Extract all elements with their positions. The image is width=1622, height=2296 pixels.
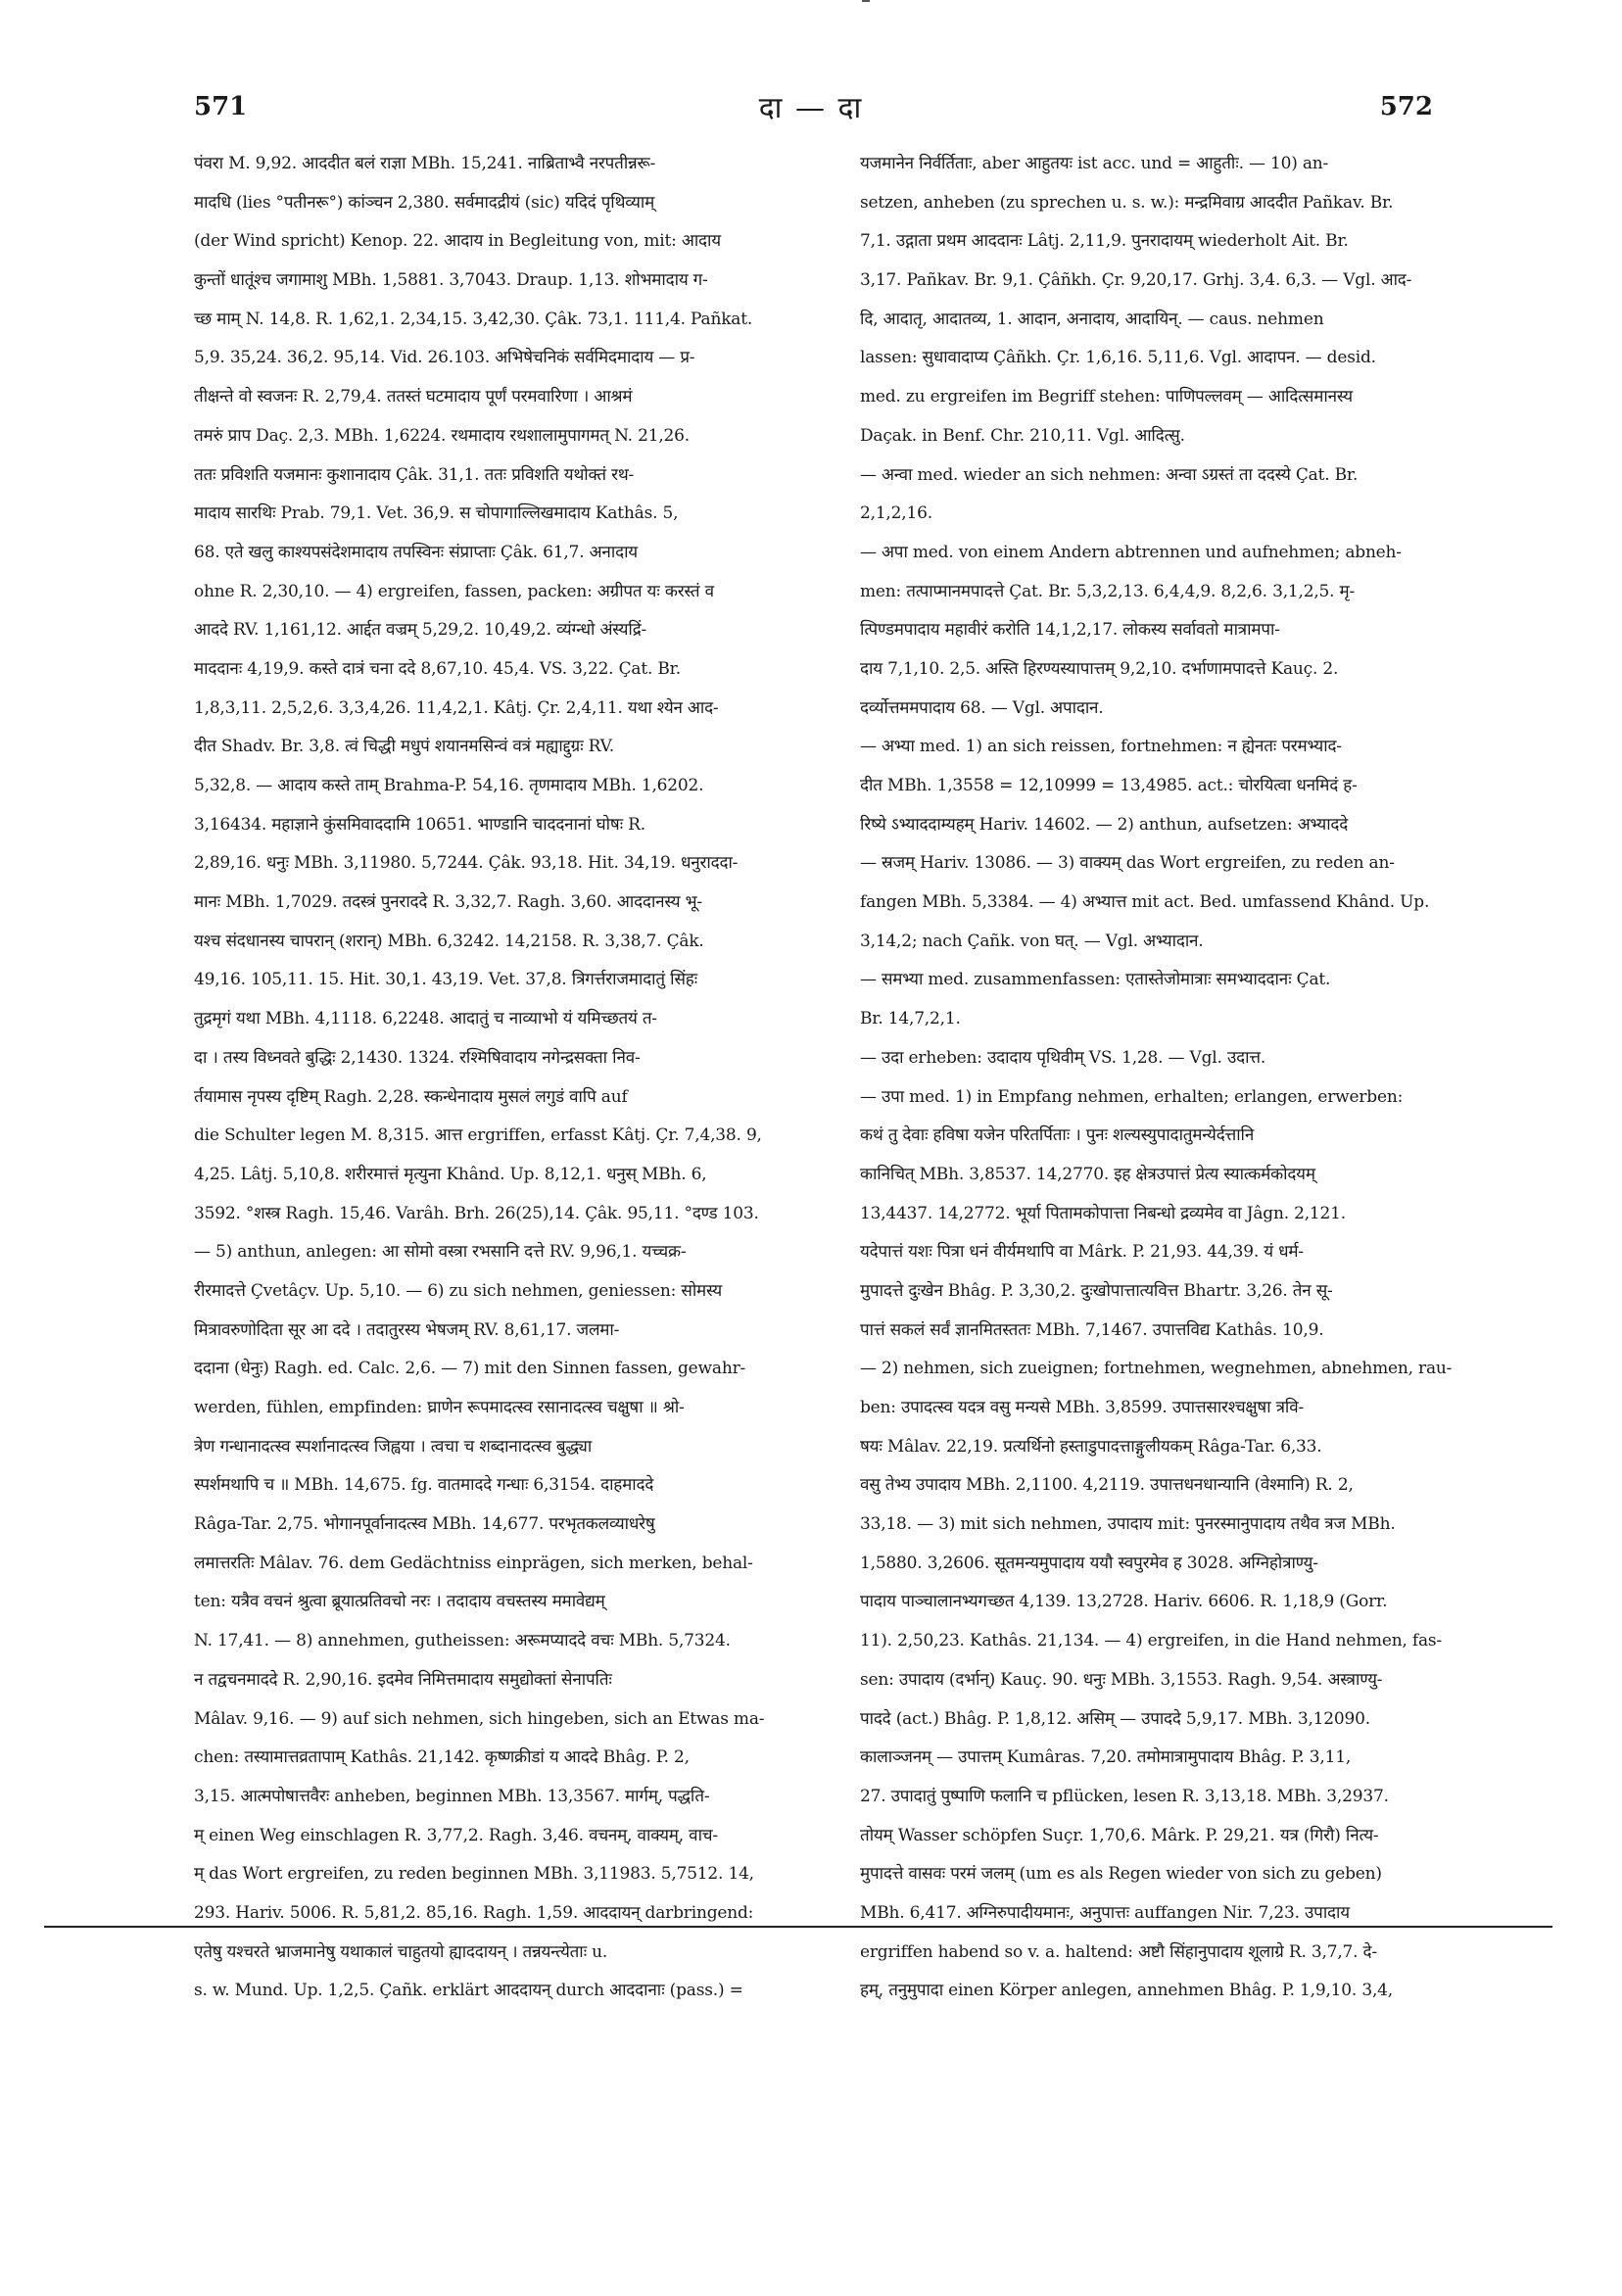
text-line: 5,9. 35,24. 36,2. 95,14. Vid. 26.103. अभिषेचनिकं सर्वमिदमादाय — प्र- (194, 348, 695, 368)
text-line: कथं तु देवाः हविषा यजेन परितर्पिताः । पुनः शल्यस्युपादातुमन्येर्दत्तानि (860, 1125, 1255, 1146)
text-line: यजमानेन निर्वर्तिताः, aber आहुतयः ist acc. und = आहुतीः. — 10) an- (860, 154, 1329, 173)
text-line: — 5) anthun, anlegen: आ सोमो वस्त्रा रभसानि दत्ते RV. 9,96,1. यच्चक्र- (194, 1242, 687, 1263)
text-line: 1,8,3,11. 2,5,2,6. 3,3,4,26. 11,4,2,1. Kâtj. Çr. 2,4,11. यथा श्येन आद- (194, 697, 719, 718)
text-line: मानः MBh. 1,7029. तदस्त्रं पुनराददे R. 3,32,7. Ragh. 3,60. आददानस्य भू- (194, 892, 702, 913)
text-line: 4,25. Lâtj. 5,10,8. शरीरमात्तं मृत्युना Khând. Up. 8,12,1. धनुस् MBh. 6, (194, 1164, 707, 1184)
text-line: ten: यत्रैव वचनं श्रुत्वा ब्रूयात्प्रतिवचो नरः । तदादाय वचस्तस्य ममावेद्यम् (194, 1592, 605, 1612)
text-line: Br. 14,7,2,1. (860, 1009, 961, 1029)
text-line: कानिचित् MBh. 3,8537. 14,2770. इह क्षेत्रउपात्तं प्रेत्य स्यात्कर्मकोदयम् (860, 1164, 1315, 1184)
text-line: एतेषु यश्चरते भ्राजमानेषु यथाकालं चाहुतयो ह्याददायन् । तन्नयन्त्येताः u. (194, 1941, 608, 1962)
text-line: med. zu ergreifen im Begriff stehen: पाणिपल्लवम् — आदित्समानस्य (860, 387, 1353, 407)
text-line: पाददे (act.) Bhâg. P. 1,8,12. असिम् — उपाददे 5,9,17. MBh. 3,12090. (860, 1708, 1370, 1729)
text-line: षयः Mâlav. 22,19. प्रत्यर्थिनो हस्ताडुपादत्ताङ्गुलीयकम् Râga-Tar. 6,33. (860, 1436, 1322, 1457)
text-line: 13,4437. 14,2772. भूर्या पितामकोपात्ता निबन्धो द्रव्यमेव वा Jâgn. 2,121. (860, 1203, 1346, 1223)
text-line: ततः प्रविशति यजमानः कुशानादाय Çâk. 31,1. ततः प्रविशति यथोक्तं रथ- (194, 464, 635, 485)
text-line: die Schulter legen M. 8,315. आत्त ergriffen, erfasst Kâtj. Çr. 7,4,38. 9, (194, 1125, 762, 1146)
text-line: s. w. Mund. Up. 1,2,5. Çañk. erklärt आददायन् durch आददानाः (pass.) = (194, 1981, 743, 2001)
text-line: त्रेण गन्धानादत्स्व स्पर्शानादत्स्व जिह्वया । त्वचा च शब्दानादत्स्व बुद्ध्या (194, 1436, 593, 1457)
text-line: 2,1,2,16. (860, 503, 932, 524)
text-line: 3,14,2; nach Çañk. von घत्. — Vgl. अभ्यादान. (860, 931, 1204, 951)
text-line: च्छ माम् N. 14,8. R. 1,62,1. 2,34,15. 3,42,30. Çâk. 73,1. 111,4. Pañkat. (194, 309, 753, 329)
text-line: 5,32,8. — आदाय कस्ते ताम् Brahma-P. 54,16. तृणमादाय MBh. 1,6202. (194, 776, 704, 795)
text-line: माददानः 4,19,9. कस्ते दात्रं चना ददे 8,67,10. 45,4. VS. 3,22. Çat. Br. (194, 658, 681, 679)
text-line: 49,16. 105,11. 15. Hit. 30,1. 43,19. Vet. 37,8. त्रिगर्त्तराजमादातुं सिंहः (194, 970, 698, 990)
text-line: ददाना (धेनुः) Ragh. ed. Calc. 2,6. — 7) mit den Sinnen fassen, gewahr- (194, 1359, 746, 1379)
page-number-left: 571 (194, 92, 248, 121)
text-line: (der Wind spricht) Kenop. 22. आदाय in Begleitung von, mit: आदाय (194, 231, 721, 252)
text-line: — उदा erheben: उदादाय पृथिवीम् VS. 1,28. — Vgl. उदात्त. (860, 1047, 1266, 1068)
text-line: 1,5880. 3,2606. सूतमन्यमुपादाय ययौ स्वपुरमेव ह 3028. अग्निहोत्राण्यु- (860, 1553, 1318, 1573)
text-line: दीत MBh. 1,3558 = 12,10999 = 13,4985. act.: चोरयित्वा धनमिदं ह- (860, 776, 1358, 795)
text-line: आददे RV. 1,161,12. आर्द्दत वज्रम् 5,29,2. 10,49,2. व्यंग्न्धो अंस्यद्रिं- (194, 620, 647, 641)
text-line: chen: तस्यामात्तव्रतापाम् Kathâs. 21,142. कृष्णक्रीडां य आददे Bhâg. P. 2, (194, 1747, 690, 1768)
text-line: 33,18. — 3) mit sich nehmen, उपादाय mit: पुनरस्मानुपादाय तथैव त्रज MBh. (860, 1514, 1396, 1535)
text-line: Mâlav. 9,16. — 9) auf sich nehmen, sich hingeben, sich an Etwas ma- (194, 1708, 765, 1729)
text-line: वसु तेभ्य उपादाय MBh. 2,1100. 4,2119. उपात्तधनधान्यानि (वेश्मानि) R. 2, (860, 1475, 1354, 1496)
page-number-right: 572 (1379, 92, 1433, 121)
text-line: — समभ्या med. zusammenfassen: एतास्तेजोमात्राः समभ्याददानः Çat. (860, 970, 1331, 990)
text-line: fangen MBh. 5,3384. — 4) अभ्यात्त mit act. Bed. umfassend Khând. Up. (860, 892, 1430, 913)
text-line: ben: उपादत्स्व यदत्र वसु मन्यसे MBh. 3,8599. उपात्तसारश्चक्षुषा त्रवि- (860, 1398, 1305, 1417)
right-column (860, 145, 1531, 2001)
text-line: मादाय सारथिः Prab. 79,1. Vet. 36,9. स चोपागाल्लिखमादाय Kathâs. 5, (194, 503, 679, 524)
text-line: setzen, anheben (zu sprechen u. s. w.): मन्द्रमिवाग्र आददीत Pañkav. Br. (860, 192, 1394, 213)
text-line: 68. एते खलु काश्यपसंदेशमादाय तपस्विनः संप्राप्ताः Çâk. 61,7. अनादाय (194, 542, 638, 562)
text-line: — अभ्या med. 1) an sich reissen, fortnehmen: न ह्येनतः परमभ्याद- (860, 737, 1342, 757)
text-line: दि, आदातृ, आदातव्य, 1. आदान, अनादाय, आदायिन्. — caus. nehmen (860, 309, 1324, 329)
text-line: 7,1. उद्गाता प्रथम आददानः Lâtj. 2,11,9. पुनरादायम् wiederholt Ait. Br. (860, 231, 1349, 252)
text-line: मित्रावरुणोदिता सूर आ ददे । तदातुरस्य भेषजम् RV. 8,61,17. जलमा- (194, 1319, 620, 1340)
text-line: — अन्वा med. wieder an sich nehmen: अन्वा ऽग्रस्तं ता ददस्ये Çat. Br. (860, 464, 1359, 485)
text-line: रीरमादत्ते Çvetâçv. Up. 5,10. — 6) zu sich nehmen, geniessen: सोमस्य (194, 1280, 723, 1301)
text-line: यदेपात्तं यशः पित्रा धनं वीर्यमथापि वा Mârk. P. 21,93. 44,39. यं धर्म- (860, 1242, 1304, 1263)
text-line: 3592. °शस्त्र Ragh. 15,46. Varâh. Brh. 26(25),14. Çâk. 95,11. °दण्ड 103. (194, 1203, 759, 1223)
text-line: म् einen Weg einschlagen R. 3,77,2. Ragh. 3,46. वचनम्, वाक्यम्, वाच- (194, 1825, 718, 1845)
running-headword: दा — दा (758, 91, 864, 125)
text-line: पात्तं सकलं सर्वं ज्ञानमितस्ततः MBh. 7,1467. उपात्तविद्य Kathâs. 10,9. (860, 1319, 1324, 1340)
text-line: MBh. 6,417. अग्निरुपादीयमानः, अनुपात्तः auffangen Nir. 7,23. उपादाय (860, 1902, 1350, 1923)
text-line: 293. Hariv. 5006. R. 5,81,2. 85,16. Ragh. 1,59. आददायन् darbringend: (194, 1902, 754, 1923)
text-line: — उपा med. 1) in Empfang nehmen, erhalten; erlangen, erwerben: (860, 1086, 1404, 1107)
text-line: लमात्तरतिः Mâlav. 76. dem Gedächtniss einprägen, sich merken, behal- (194, 1553, 753, 1573)
left-column (194, 145, 860, 2001)
bottom-rule (44, 1926, 1552, 1928)
text-line: Daçak. in Benf. Chr. 210,11. Vgl. आदित्सु. (860, 425, 1185, 446)
text-line: दीत Shadv. Br. 3,8. त्वं चिद्धी मधुपं शयानमसिन्वं वत्रं मह्याद्दुग्रः RV. (194, 737, 614, 757)
text-line: म् das Wort ergreifen, zu reden beginnen MBh. 3,11983. 5,7512. 14, (194, 1864, 754, 1885)
text-line: — स्रजम् Hariv. 13086. — 3) वाक्यम् das Wort ergreifen, zu reden an- (860, 853, 1395, 874)
text-line: पादाय पाञ्चालानभ्यगच्छत 4,139. 13,2728. Hariv. 6606. R. 1,18,9 (Gorr. (860, 1592, 1388, 1612)
text-line: तोयम् Wasser schöpfen Suçr. 1,70,6. Mârk. P. 29,21. यत्र (गिरौ) नित्य- (860, 1825, 1379, 1845)
text-line: 11). 2,50,23. Kathâs. 21,134. — 4) ergreifen, in die Hand nehmen, fas- (860, 1631, 1442, 1651)
text-line: 3,17. Pañkav. Br. 9,1. Çâñkh. Çr. 9,20,17. Grhj. 3,4. 6,3. — Vgl. आद- (860, 270, 1412, 291)
text-line: तुद्रमृगं यथा MBh. 4,1118. 6,2248. आदातुं च नाव्याभो यं यमिच्छतयं त- (194, 1009, 657, 1029)
text-line: स्पर्शमथापि च ॥ MBh. 14,675. fg. वातमाददे गन्धाः 6,3154. दाहमाददे (194, 1475, 654, 1496)
text-line: दर्व्योत्तममपादाय 68. — Vgl. अपादान. (860, 697, 1104, 718)
text-line: Râga-Tar. 2,75. भोगानपूर्वानादत्स्व MBh. 14,677. परभृतकलव्याधरेषु (194, 1514, 655, 1535)
text-line: N. 17,41. — 8) annehmen, gutheissen: अरूमप्याददे वचः MBh. 5,7324. (194, 1631, 731, 1651)
text-line: मुपादत्ते दुःखेन Bhâg. P. 3,30,2. दुःखोपात्तात्यवित्त Bhartr. 3,26. तेन सू- (860, 1280, 1333, 1301)
text-line: तमरुं प्राप Daç. 2,3. MBh. 1,6224. रथमादाय रथशालामुपागमत् N. 21,26. (194, 425, 690, 446)
text-line: दाय 7,1,10. 2,5. अस्ति हिरण्यस्यापात्तम् 9,2,10. दर्भाणामपादत्ते Kauç. 2. (860, 658, 1339, 679)
text-line: ergriffen habend so v. a. haltend: अष्टौ सिंहानुपादाय शूलाग्रे R. 3,7,7. दे- (860, 1941, 1377, 1962)
text-line: — अपा med. von einem Andern abtrennen und aufnehmen; abneh- (860, 542, 1402, 562)
text-line: — 2) nehmen, sich zueignen; fortnehmen, wegnehmen, abnehmen, rau- (860, 1359, 1453, 1379)
text-line: ohne R. 2,30,10. — 4) ergreifen, fassen, packen: अग्रीपत यः करस्तं व (194, 581, 714, 601)
text-line: 3,16434. महाज्ञाने कुंसमिवाददामि 10651. भाण्डानि चाददनानां घोषः R. (194, 814, 645, 835)
text-line: रिष्ये ऽभ्याददाम्यहम् Hariv. 14602. — 2) anthun, aufsetzen: अभ्याददे (860, 814, 1349, 835)
text-line: 27. उपादातुं पुष्पाणि फलानि च pflücken, lesen R. 3,13,18. MBh. 3,2937. (860, 1786, 1389, 1806)
text-line: werden, fühlen, empfinden: घ्राणेन रूपमादत्स्व रसानादत्स्व चक्षुषा ॥ श्रो- (194, 1398, 685, 1417)
text-line: sen: उपादाय (दर्भान्) Kauç. 90. धनुः MBh. 3,1553. Ragh. 9,54. अस्त्राण्यु- (860, 1669, 1383, 1690)
text-line: मुपादत्ते वासवः परमं जलम् (um es als Regen wieder von sich zu geben) (860, 1864, 1382, 1885)
text-line: यश्च संदधानस्य चापरान् (शरान्) MBh. 6,3242. 14,2158. R. 3,38,7. Çâk. (194, 931, 704, 951)
text-line: र्तयामास नृपस्य दृष्टिम् Ragh. 2,28. स्कन्धेनादाय मुसलं लगुडं वापि auf (194, 1086, 628, 1107)
text-line: पंवरा M. 9,92. आददीत बलं राज्ञा MBh. 15,241. नाब्रिताभ्वै नरपतीन्नरू- (194, 154, 656, 173)
text-line: men: तत्पाप्मानमपादत्ते Çat. Br. 5,3,2,13. 6,4,4,9. 8,2,6. 3,1,2,5. मृ- (860, 581, 1356, 601)
text-line: तीक्षन्ते वो स्वजनः R. 2,79,4. ततस्तं घटमादाय पूर्णं परमवारिणा । आश्रमं (194, 387, 633, 407)
text-line: न तद्वचनमाददे R. 2,90,16. इदमेव निमित्तमादाय समुद्योक्तां सेनापतिः (194, 1669, 612, 1690)
text-line: 2,89,16. धनुः MBh. 3,11980. 5,7244. Çâk. 93,18. Hit. 34,19. धनुराददा- (194, 853, 739, 874)
text-line: कालाञ्जनम् — उपात्तम् Kumâras. 7,20. तमोमात्रामुपादाय Bhâg. P. 3,11, (860, 1747, 1352, 1768)
text-line: दा । तस्य विध्नवते बुद्धिः 2,1430. 1324. रश्मिषिवादाय नगेन्द्रसक्ता निव- (194, 1047, 641, 1068)
text-line: lassen: सुधावादाप्य Çâñkh. Çr. 1,6,16. 5,11,6. Vgl. आदापन. — desid. (860, 348, 1376, 368)
text-line: मादधि (lies °पतीनरू°) कांञ्चन 2,380. सर्वमादद्रीयं (sic) यदिदं पृथिव्याम् (194, 192, 655, 213)
text-line: त्पिण्डमपादाय महावीरं करोति 14,1,2,17. लोकस्य सर्वावतो मात्रामपा- (860, 620, 1280, 641)
text-line: कुन्तों धातूंश्च जगामाशु MBh. 1,5881. 3,7043. Draup. 1,13. शोभमादाय ग- (194, 270, 708, 291)
text-line: 3,15. आत्मपोषात्तवैरः anheben, beginnen MBh. 13,3567. मार्गम्, पद्धति- (194, 1786, 710, 1806)
scan-speck (862, 0, 870, 2)
text-line: हम्, तनुमुपादा einen Körper anlegen, annehmen Bhâg. P. 1,9,10. 3,4, (860, 1981, 1393, 2001)
